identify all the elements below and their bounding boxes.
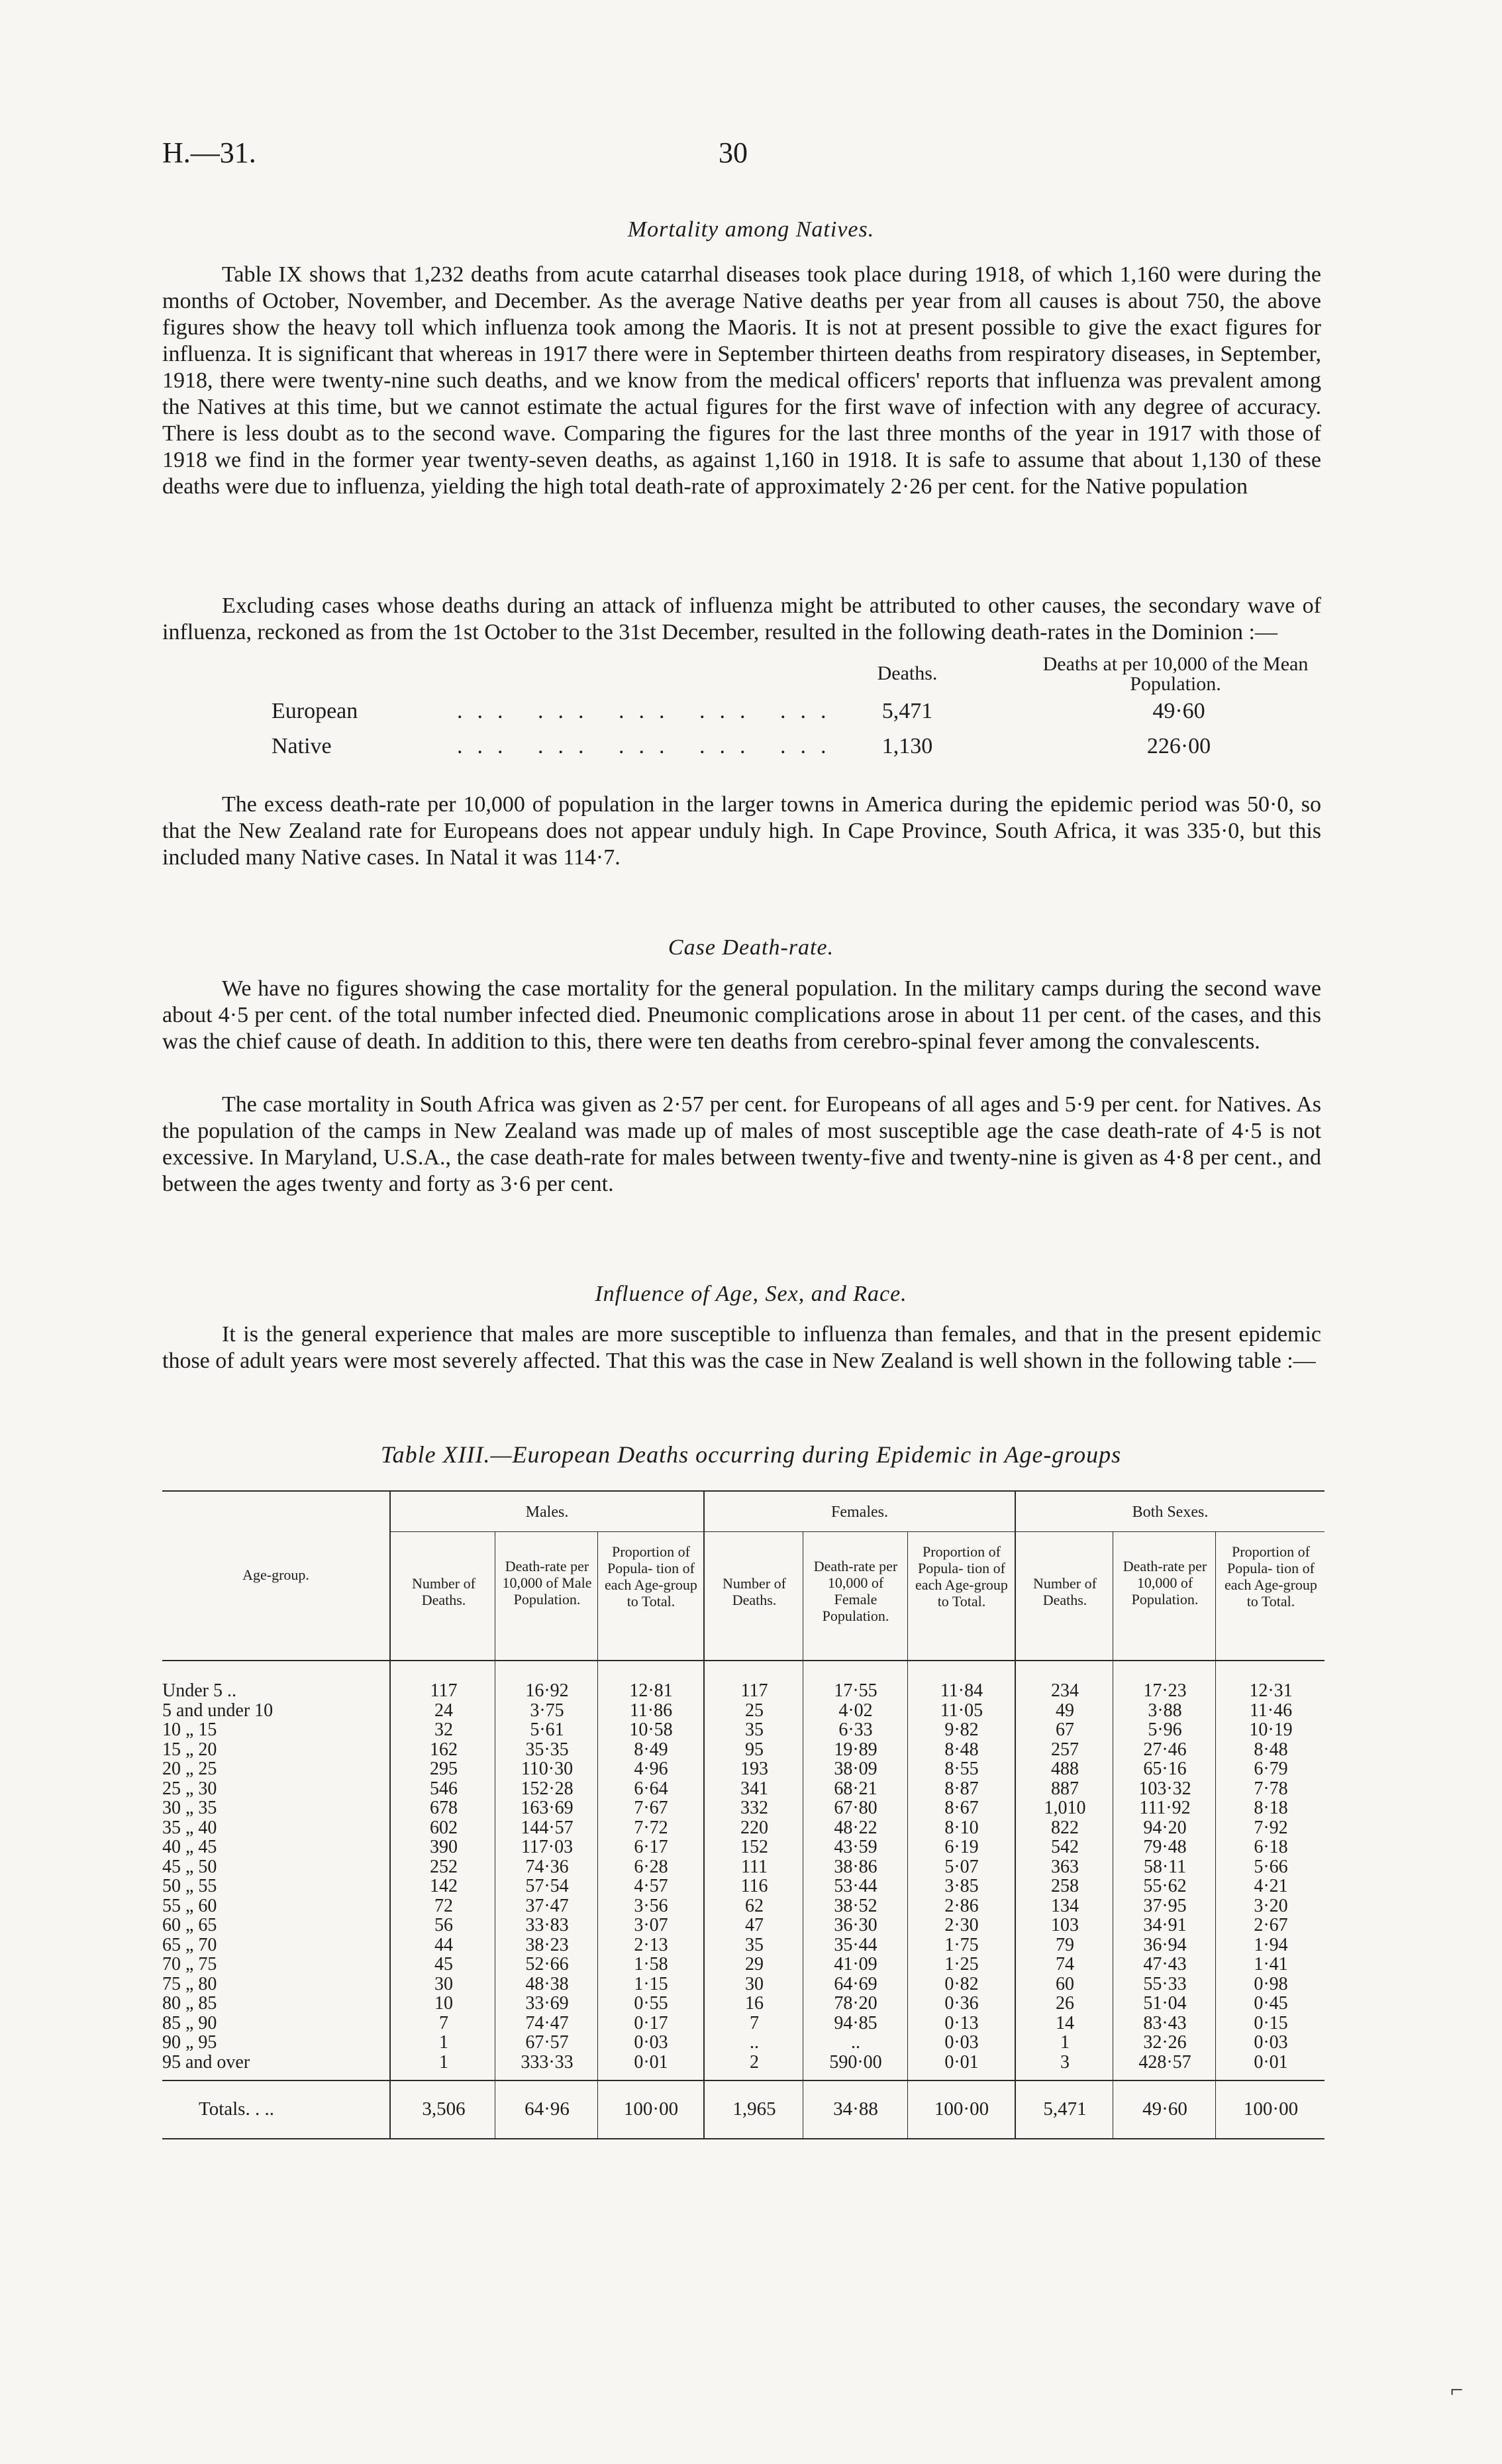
dr-row-label: European bbox=[272, 699, 358, 723]
table-cell-males-rate: 152·28 bbox=[521, 1778, 574, 1799]
table-cell-both-rate: 65·16 bbox=[1143, 1759, 1187, 1779]
table-cell-females-number: 16 bbox=[745, 1993, 764, 2014]
corner-mark: ⌐ bbox=[1450, 2378, 1464, 2402]
col-header-both-rate: Death-rate per 10,000 of Population. bbox=[1123, 1558, 1207, 1608]
dr-row-rate: 226·00 bbox=[1146, 734, 1211, 758]
table-cell-age: 20 „ 25 bbox=[162, 1759, 217, 1779]
table-cell-males-prop: 2·13 bbox=[634, 1934, 668, 1955]
table-cell-females-prop: 0·03 bbox=[944, 2032, 979, 2053]
table-cell-both-number: 488 bbox=[1051, 1759, 1079, 1779]
table-cell-males-prop: 6·28 bbox=[634, 1856, 668, 1877]
table-cell-females-number: 116 bbox=[740, 1876, 768, 1896]
table-cell-males-prop: 4·96 bbox=[634, 1759, 668, 1779]
table-cell-both-number: 134 bbox=[1051, 1895, 1079, 1916]
paragraph-mortality: Table IX shows that 1,232 deaths from acute catarrhal diseases took place during 1918, of which 1,160 were during the months of October, November, and December. As the average Native deaths per year from all causes is about 750, the above figures show the heavy toll which influenza took among the Maoris. It is not at present possible to give the exact figures for influenza. It is significant that whereas in 1917 there were in September thirteen deaths from respiratory diseases, in September, 1918, there were twenty-nine such deaths, and we know from the medical officers' reports that influenza was prevalent among the Natives at this time, but we cannot estimate the actual figures for the first wave of infection with any degree of accuracy. There is less doubt as to the second wave. Comparing the figures for the last three months of the year in 1917 with those of 1918 we find in the former year twenty-seven deaths, as against 1,160 in 1918. It is safe to assume that about 1,130 of these deaths were due to influenza, yielding the high total death-rate of approximately 2·26 per cent. for the Native population bbox=[162, 262, 1321, 499]
table-cell-age: 70 „ 75 bbox=[162, 1954, 217, 1975]
table-cell-females-number: 25 bbox=[745, 1700, 764, 1721]
table-cell-females-prop: 0·01 bbox=[944, 2051, 979, 2073]
col-header-males-number: Number of Deaths. bbox=[412, 1575, 476, 1608]
table-cell-both-number: 1 bbox=[1060, 2032, 1070, 2053]
table-cell-both-rate: 111·92 bbox=[1139, 1798, 1191, 1818]
table-cell-males-number: 252 bbox=[430, 1856, 458, 1877]
table-cell-age: 25 „ 30 bbox=[162, 1778, 217, 1799]
table-cell-both-rate: 3·88 bbox=[1148, 1700, 1182, 1721]
table-cell-males-rate: 117·03 bbox=[521, 1837, 574, 1857]
group-header-females: Females. bbox=[831, 1504, 888, 1521]
col-header-age: Age-group. bbox=[242, 1566, 309, 1583]
table-cell-females-number: 30 bbox=[745, 1973, 764, 1994]
table-cell-males-prop: 1·15 bbox=[634, 1973, 668, 1994]
section-heading-influence: Influence of Age, Sex, and Race. bbox=[595, 1282, 907, 1306]
table-cell-both-prop: 6·18 bbox=[1254, 1837, 1288, 1857]
table-cell-females-number: 47 bbox=[745, 1915, 764, 1935]
table-cell-both-rate: 17·23 bbox=[1143, 1680, 1187, 1701]
table-cell-females-rate: 38·09 bbox=[834, 1759, 877, 1779]
table-cell-males-number: 390 bbox=[430, 1837, 458, 1857]
col-divider bbox=[907, 1531, 908, 2138]
table-cell-both-rate: 55·62 bbox=[1143, 1876, 1187, 1896]
table-cell-females-rate: 38·52 bbox=[834, 1895, 877, 1916]
table-cell-males-prop: 0·17 bbox=[634, 2012, 668, 2033]
table-cell-females-prop: 9·82 bbox=[944, 1720, 979, 1740]
table-cell-females-rate: 67·80 bbox=[834, 1798, 877, 1818]
table-cell-females-number: 111 bbox=[741, 1856, 768, 1877]
males-number-column bbox=[397, 1681, 490, 2072]
table-cell-both-number: 3 bbox=[1060, 2051, 1070, 2073]
table-cell-females-number: 193 bbox=[740, 1759, 768, 1779]
table-cell-males-number: 162 bbox=[430, 1739, 458, 1760]
table-cell-females-rate: 17·55 bbox=[834, 1680, 877, 1701]
col-header-both-number: Number of Deaths. bbox=[1033, 1575, 1097, 1608]
table-cell-both-rate: 37·95 bbox=[1143, 1895, 1187, 1916]
table-cell-both-rate: 36·94 bbox=[1143, 1934, 1187, 1955]
table-cell-both-number: 26 bbox=[1056, 1993, 1074, 2014]
table-cell-females-rate: 41·09 bbox=[834, 1954, 877, 1975]
table-cell-both-number: 822 bbox=[1051, 1817, 1079, 1838]
table-cell-males-number: 117 bbox=[430, 1680, 458, 1701]
table-bottom-rule bbox=[162, 2138, 1325, 2139]
table-cell-both-rate: 83·43 bbox=[1143, 2012, 1187, 2033]
table-cell-both-prop: 6·79 bbox=[1254, 1759, 1288, 1779]
table-cell-both-number: 49 bbox=[1056, 1700, 1074, 1721]
table-cell-males-prop: 3·56 bbox=[634, 1895, 668, 1916]
table-cell-males-rate: 57·54 bbox=[525, 1876, 569, 1896]
table-cell-males-prop: 0·01 bbox=[634, 2051, 668, 2073]
table-cell-males-number: 7 bbox=[439, 2012, 448, 2033]
table-cell-age: 10 „ 15 bbox=[162, 1720, 217, 1740]
table-cell-females-rate: 4·02 bbox=[838, 1700, 873, 1721]
table-cell-age: 55 „ 60 bbox=[162, 1895, 217, 1916]
table-cell-females-rate: 94·85 bbox=[834, 2012, 877, 2033]
table-cell-females-prop: 0·82 bbox=[944, 1973, 979, 1994]
table-cell-females-prop: 8·48 bbox=[944, 1739, 979, 1760]
table-cell-females-number: 2 bbox=[750, 2051, 759, 2073]
document-code: H.—31. bbox=[162, 136, 256, 169]
table-cell-both-prop: 3·20 bbox=[1254, 1895, 1288, 1916]
table-cell-both-rate: 5·96 bbox=[1148, 1720, 1182, 1740]
col-header-females-prop: Proportion of Popula- tion of each Age-group to Total. bbox=[915, 1543, 1008, 1610]
table-header-rule bbox=[162, 1660, 1325, 1661]
table-cell-males-number: 142 bbox=[430, 1876, 458, 1896]
table-cell-males-rate: 5·61 bbox=[530, 1720, 564, 1740]
both-number-column bbox=[1019, 1681, 1111, 2072]
females-prop-column bbox=[911, 1681, 1013, 2072]
table-cell-age: 5 and under 10 bbox=[162, 1700, 274, 1721]
page-number: 30 bbox=[719, 136, 748, 169]
table-cell-females-rate: 19·89 bbox=[834, 1739, 877, 1760]
table-cell-females-prop: 11·84 bbox=[940, 1680, 983, 1701]
col-divider bbox=[1015, 1490, 1016, 2138]
table-cell-age: 45 „ 50 bbox=[162, 1856, 217, 1877]
table-cell-males-prop: 1·58 bbox=[634, 1954, 668, 1975]
table-cell-males-number: 678 bbox=[430, 1798, 458, 1818]
table-cell-males-rate: 333·33 bbox=[521, 2051, 574, 2073]
table-cell-males-prop: 3·07 bbox=[634, 1915, 668, 1935]
both-rate-column bbox=[1116, 1681, 1214, 2072]
table-cell-females-prop: 2·86 bbox=[944, 1895, 979, 1916]
table-cell-females-number: 35 bbox=[745, 1934, 764, 1955]
table-cell-males-number: 30 bbox=[434, 1973, 453, 1994]
table-cell-females-prop: 0·36 bbox=[944, 1993, 979, 2014]
table-cell-both-number: 887 bbox=[1051, 1778, 1079, 1799]
paragraph-excess-rate: The excess death-rate per 10,000 of population in the larger towns in America during the epidemic period was 50·0, so that the New Zealand rate for Europeans does not appear unduly high. In Cape Province, South Africa, it was 335·0, but this included many Native cases. In Natal it was 114·7. bbox=[162, 792, 1321, 870]
table-top-rule bbox=[162, 1490, 1325, 1492]
table-cell-males-rate: 33·69 bbox=[525, 1993, 569, 2014]
table-cell-females-prop: 8·67 bbox=[944, 1798, 979, 1818]
table-cell-both-prop: 7·92 bbox=[1254, 1817, 1288, 1838]
totals-both-number: 5,471 bbox=[1043, 2098, 1087, 2120]
table-cell-both-rate: 103·32 bbox=[1138, 1778, 1191, 1799]
table-cell-both-rate: 55·33 bbox=[1143, 1973, 1187, 1994]
dr-row-deaths: 1,130 bbox=[881, 734, 933, 758]
table-cell-females-prop: 8·55 bbox=[944, 1759, 979, 1779]
table-cell-males-prop: 8·49 bbox=[634, 1739, 668, 1760]
table-cell-females-rate: 53·44 bbox=[834, 1876, 877, 1896]
table-cell-males-prop: 6·17 bbox=[634, 1837, 668, 1857]
dr-row-rate: 49·60 bbox=[1152, 699, 1205, 723]
table-cell-males-prop: 0·55 bbox=[634, 1993, 668, 2014]
table-cell-males-rate: 35·35 bbox=[525, 1739, 569, 1760]
table-cell-both-prop: 8·18 bbox=[1254, 1798, 1288, 1818]
totals-females-rate: 34·88 bbox=[833, 2098, 878, 2120]
group-header-males: Males. bbox=[525, 1504, 569, 1521]
table-cell-both-prop: 0·03 bbox=[1254, 2032, 1288, 2053]
table-cell-both-rate: 27·46 bbox=[1143, 1739, 1187, 1760]
table-cell-both-rate: 428·57 bbox=[1138, 2051, 1191, 2073]
table-cell-females-number: 152 bbox=[740, 1837, 768, 1857]
table-cell-males-rate: 163·69 bbox=[521, 1798, 574, 1818]
females-number-column bbox=[709, 1681, 800, 2072]
col-divider bbox=[597, 1531, 598, 2138]
table-cell-females-number: 35 bbox=[745, 1720, 764, 1740]
table-cell-age: 15 „ 20 bbox=[162, 1739, 217, 1760]
col-divider bbox=[703, 1490, 705, 2138]
table-cell-males-prop: 7·72 bbox=[634, 1817, 668, 1838]
table-cell-age: 95 and over bbox=[162, 2051, 250, 2073]
table-cell-both-prop: 10·19 bbox=[1249, 1720, 1293, 1740]
paragraph-influence: It is the general experience that males are more susceptible to influenza than females, and that in the present epidemic those of adult years were most severely affected. That this was the case in New Zealand is well shown in the following table :— bbox=[162, 1322, 1321, 1373]
table-cell-males-number: 45 bbox=[434, 1954, 453, 1975]
dr-row-deaths: 5,471 bbox=[881, 699, 933, 723]
table-cell-both-rate: 47·43 bbox=[1143, 1954, 1187, 1975]
table-cell-females-prop: 8·10 bbox=[944, 1817, 979, 1838]
table-cell-females-rate: .. bbox=[851, 2032, 860, 2053]
table-cell-males-rate: 74·47 bbox=[525, 2012, 569, 2033]
table-cell-age: 90 „ 95 bbox=[162, 2032, 217, 2053]
table-cell-both-prop: 1·41 bbox=[1254, 1954, 1288, 1975]
table-cell-age: 35 „ 40 bbox=[162, 1817, 217, 1838]
table-cell-age: 80 „ 85 bbox=[162, 1993, 217, 2014]
table-cell-females-number: 332 bbox=[740, 1798, 768, 1818]
table-cell-both-prop: 0·01 bbox=[1254, 2051, 1288, 2073]
table-cell-both-rate: 34·91 bbox=[1143, 1915, 1187, 1935]
table-cell-males-number: 10 bbox=[434, 1993, 453, 2014]
table-cell-males-rate: 110·30 bbox=[521, 1759, 574, 1779]
table-cell-females-rate: 48·22 bbox=[834, 1817, 877, 1838]
table-cell-both-number: 1,010 bbox=[1044, 1798, 1086, 1818]
table-cell-both-prop: 11·46 bbox=[1249, 1700, 1293, 1721]
col-divider bbox=[389, 1490, 391, 2138]
table-cell-both-number: 79 bbox=[1056, 1934, 1074, 1955]
table-cell-age: Under 5 .. bbox=[162, 1680, 236, 1701]
dr-row-dots: ... ... ... ... ... bbox=[457, 734, 841, 758]
paragraph-excluding: Excluding cases whose deaths during an attack of influenza might be attributed to other causes, the secondary wave of influenza, reckoned as from the 1st October to the 31st December, resulted in the following death-rates in the Dominion :— bbox=[162, 593, 1321, 644]
dr-row-label: Native bbox=[272, 734, 332, 758]
table-cell-both-number: 258 bbox=[1051, 1876, 1079, 1896]
rate-column-header: Deaths at per 10,000 of the Mean Population. bbox=[1042, 653, 1309, 695]
table-cell-both-number: 363 bbox=[1051, 1856, 1079, 1877]
table-cell-males-rate: 38·23 bbox=[525, 1934, 569, 1955]
table-cell-females-number: 95 bbox=[745, 1739, 764, 1760]
table-cell-females-prop: 5·07 bbox=[944, 1856, 979, 1877]
table-cell-females-number: 341 bbox=[740, 1778, 768, 1799]
table-cell-females-rate: 590·00 bbox=[829, 2051, 882, 2073]
table-cell-females-prop: 1·75 bbox=[944, 1934, 979, 1955]
table-cell-females-prop: 6·19 bbox=[944, 1837, 979, 1857]
table-cell-males-prop: 0·03 bbox=[634, 2032, 668, 2053]
table-cell-males-number: 1 bbox=[439, 2032, 448, 2053]
col-header-females-rate: Death-rate per 10,000 of Female Population. bbox=[813, 1558, 898, 1624]
col-header-both-prop: Proportion of Popula- tion of each Age-group to Total. bbox=[1225, 1543, 1317, 1610]
totals-label: Totals. . .. bbox=[199, 2098, 274, 2120]
group-header-both: Both Sexes. bbox=[1132, 1504, 1209, 1521]
table-cell-both-prop: 0·98 bbox=[1254, 1973, 1288, 1994]
col-header-females-number: Number of Deaths. bbox=[723, 1575, 786, 1608]
col-header-males-rate: Death-rate per 10,000 of Male Population. bbox=[502, 1558, 592, 1608]
table-cell-both-prop: 8·48 bbox=[1254, 1739, 1288, 1760]
table-cell-females-number: 220 bbox=[740, 1817, 768, 1838]
table-cell-both-rate: 51·04 bbox=[1143, 1993, 1187, 2014]
table-cell-males-rate: 52·66 bbox=[525, 1954, 569, 1975]
table-caption: Table XIII.—European Deaths occurring during Epidemic in Age-groups bbox=[380, 1441, 1122, 1468]
table-cell-females-number: 29 bbox=[745, 1954, 764, 1975]
table-cell-both-rate: 79·48 bbox=[1143, 1837, 1187, 1857]
table-cell-males-rate: 3·75 bbox=[530, 1700, 564, 1721]
table-cell-age: 50 „ 55 bbox=[162, 1876, 217, 1896]
table-cell-males-number: 602 bbox=[430, 1817, 458, 1838]
table-cell-both-rate: 32·26 bbox=[1143, 2032, 1187, 2053]
totals-females-number: 1,965 bbox=[732, 2098, 776, 2120]
table-cell-both-prop: 0·45 bbox=[1254, 1993, 1288, 2014]
table-cell-both-number: 67 bbox=[1056, 1720, 1074, 1740]
table-cell-males-number: 56 bbox=[434, 1915, 453, 1935]
table-cell-both-number: 60 bbox=[1056, 1973, 1074, 1994]
table-cell-both-prop: 0·15 bbox=[1254, 2012, 1288, 2033]
table-cell-females-prop: 8·87 bbox=[944, 1778, 979, 1799]
table-cell-both-number: 542 bbox=[1051, 1837, 1079, 1857]
table-cell-males-number: 1 bbox=[439, 2051, 448, 2073]
table-cell-males-rate: 33·83 bbox=[525, 1915, 569, 1935]
table-cell-males-prop: 6·64 bbox=[634, 1778, 668, 1799]
table-cell-males-number: 24 bbox=[434, 1700, 453, 1721]
paragraph-south-africa: The case mortality in South Africa was given as 2·57 per cent. for Europeans of all ages and 5·9 per cent. for Natives. As the population of the camps in New Zealand was made up of males of most susceptible age the case death-rate of 4·5 is not excessive. In Maryland, U.S.A., the case death-rate for males between twenty-five and twenty-nine is given as 4·8 per cent., and between the ages twenty and forty as 3·6 per cent. bbox=[162, 1092, 1321, 1196]
table-cell-both-prop: 12·31 bbox=[1249, 1680, 1293, 1701]
males-prop-column bbox=[601, 1681, 701, 2072]
table-cell-males-rate: 48·38 bbox=[525, 1973, 569, 1994]
table-cell-males-prop: 11·86 bbox=[629, 1700, 673, 1721]
table-cell-females-rate: 68·21 bbox=[834, 1778, 877, 1799]
table-cell-age: 85 „ 90 bbox=[162, 2012, 217, 2033]
table-cell-females-rate: 78·20 bbox=[834, 1993, 877, 2014]
table-cell-males-rate: 74·36 bbox=[525, 1856, 569, 1877]
table-cell-females-number: 117 bbox=[740, 1680, 768, 1701]
table-cell-females-prop: 1·25 bbox=[944, 1954, 979, 1975]
table-cell-both-prop: 7·78 bbox=[1254, 1778, 1288, 1799]
table-cell-females-number: .. bbox=[750, 2032, 759, 2053]
table-cell-both-rate: 94·20 bbox=[1143, 1817, 1187, 1838]
table-cell-females-rate: 43·59 bbox=[834, 1837, 877, 1857]
totals-both-prop: 100·00 bbox=[1243, 2098, 1299, 2120]
table-cell-both-number: 103 bbox=[1051, 1915, 1079, 1935]
col-header-males-prop: Proportion of Popula- tion of each Age-group to Total. bbox=[605, 1543, 697, 1610]
table-cell-age: 30 „ 35 bbox=[162, 1798, 217, 1818]
table-cell-males-number: 546 bbox=[430, 1778, 458, 1799]
section-heading-mortality: Mortality among Natives. bbox=[627, 217, 875, 242]
table-cell-males-prop: 10·58 bbox=[629, 1720, 673, 1740]
table-cell-both-number: 14 bbox=[1056, 2012, 1074, 2033]
age-group-column bbox=[162, 1681, 374, 2072]
deaths-column-header: Deaths. bbox=[877, 662, 938, 684]
totals-females-prop: 100·00 bbox=[934, 2098, 989, 2120]
table-cell-males-rate: 37·47 bbox=[525, 1895, 569, 1916]
both-prop-column bbox=[1219, 1681, 1323, 2072]
table-cell-both-number: 234 bbox=[1051, 1680, 1079, 1701]
table-cell-males-prop: 7·67 bbox=[634, 1798, 668, 1818]
totals-males-prop: 100·00 bbox=[623, 2098, 679, 2120]
table-cell-both-prop: 1·94 bbox=[1254, 1934, 1288, 1955]
section-heading-case: Case Death-rate. bbox=[668, 935, 834, 960]
table-cell-males-prop: 4·57 bbox=[634, 1876, 668, 1896]
table-cell-females-prop: 11·05 bbox=[940, 1700, 983, 1721]
totals-males-rate: 64·96 bbox=[525, 2098, 570, 2120]
table-cell-both-rate: 58·11 bbox=[1143, 1856, 1187, 1877]
males-rate-column bbox=[498, 1681, 596, 2072]
females-rate-column bbox=[805, 1681, 906, 2072]
table-cell-males-rate: 16·92 bbox=[525, 1680, 569, 1701]
table-cell-females-number: 7 bbox=[750, 2012, 759, 2033]
table-cell-males-rate: 144·57 bbox=[521, 1817, 574, 1838]
table-cell-males-rate: 67·57 bbox=[525, 2032, 569, 2053]
table-cell-females-rate: 64·69 bbox=[834, 1973, 877, 1994]
table-cell-both-prop: 4·21 bbox=[1254, 1876, 1288, 1896]
col-divider bbox=[1215, 1531, 1216, 2138]
totals-both-rate: 49·60 bbox=[1142, 2098, 1187, 2120]
table-cell-males-number: 32 bbox=[434, 1720, 453, 1740]
table-cell-females-prop: 3·85 bbox=[944, 1876, 979, 1896]
table-cell-females-rate: 6·33 bbox=[838, 1720, 873, 1740]
table-cell-age: 40 „ 45 bbox=[162, 1837, 217, 1857]
group-header-rule bbox=[391, 1531, 1325, 1532]
table-cell-males-number: 72 bbox=[434, 1895, 453, 1916]
table-cell-both-prop: 5·66 bbox=[1254, 1856, 1288, 1877]
table-cell-males-number: 295 bbox=[430, 1759, 458, 1779]
table-cell-females-rate: 36·30 bbox=[834, 1915, 877, 1935]
table-cell-females-prop: 0·13 bbox=[944, 2012, 979, 2033]
table-cell-both-number: 74 bbox=[1056, 1954, 1074, 1975]
table-cell-females-prop: 2·30 bbox=[944, 1915, 979, 1935]
table-cell-females-number: 62 bbox=[745, 1895, 764, 1916]
table-cell-both-number: 257 bbox=[1051, 1739, 1079, 1760]
totals-males-number: 3,506 bbox=[422, 2098, 466, 2120]
table-cell-age: 65 „ 70 bbox=[162, 1934, 217, 1955]
table-totals-rule bbox=[162, 2080, 1325, 2081]
table-cell-males-prop: 12·81 bbox=[629, 1680, 673, 1701]
dr-row-dots: ... ... ... ... ... bbox=[457, 699, 841, 723]
table-cell-age: 60 „ 65 bbox=[162, 1915, 217, 1935]
paragraph-military-camps: We have no figures showing the case mortality for the general population. In the military camps during the second wave about 4·5 per cent. of the total number infected died. Pneumonic complications arose in about 11 per cent. of the cases, and this was the chief cause of death. In addition to this, there were ten deaths from cerebro-spinal fever among the convalescents. bbox=[162, 976, 1321, 1054]
table-cell-age: 75 „ 80 bbox=[162, 1973, 217, 1994]
table-cell-females-rate: 38·86 bbox=[834, 1856, 877, 1877]
table-cell-males-number: 44 bbox=[434, 1934, 453, 1955]
table-cell-females-rate: 35·44 bbox=[834, 1934, 877, 1955]
table-cell-both-prop: 2·67 bbox=[1254, 1915, 1288, 1935]
